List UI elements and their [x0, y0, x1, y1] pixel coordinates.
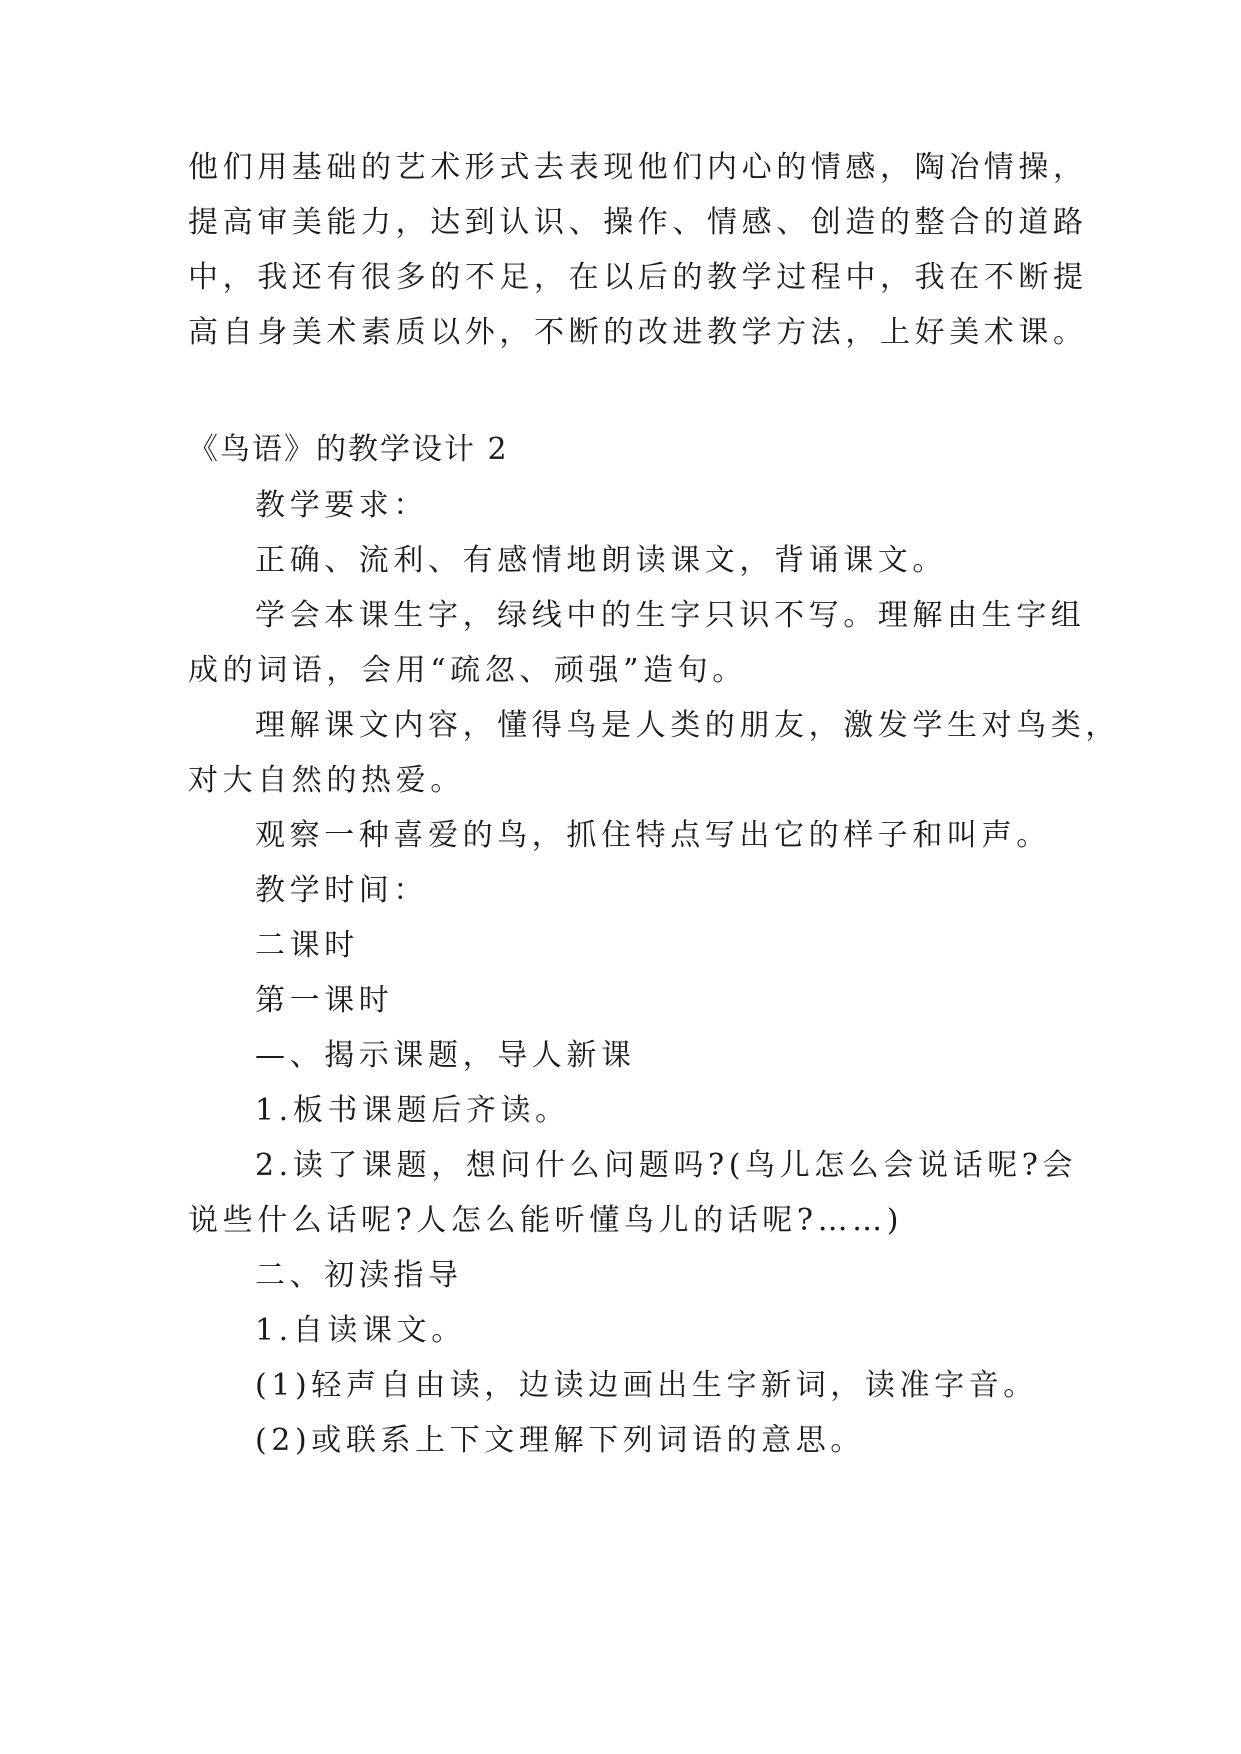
step-1-item-2-line-1: 2.读了课题，想问什么问题吗?(鸟儿怎么会说话呢?会: [255, 1148, 1078, 1183]
requirements-heading: 教学要求：: [255, 488, 428, 523]
intro-line-1: 他们用基础的艺术形式去表现他们内心的情感，陶冶情操，: [188, 150, 1088, 185]
step-1-heading: —、揭示课题，导人新课: [255, 1038, 636, 1073]
section-title: 《鸟语》的教学设计 2: [188, 432, 509, 467]
teaching-time-value: 二课时: [255, 928, 359, 963]
intro-line-2: 提高审美能力，达到认识、操作、情感、创造的整合的道路: [188, 205, 1088, 240]
requirement-4: 观察一种喜爱的鸟，抓住特点写出它的样子和叫声。: [255, 818, 1051, 853]
step-2-heading: 二、初渎指导: [255, 1258, 463, 1293]
teaching-time-heading: 教学时间：: [255, 873, 428, 908]
requirement-1: 正确、流利、有感情地朗读课文，背诵课文。: [255, 543, 947, 578]
requirement-2-line-2: 成的词语，会用“疏忽、顽强”造句。: [188, 653, 747, 688]
requirement-2-line-1: 学会本课生字，绿线中的生字只识不写。理解由生字组: [255, 598, 1086, 633]
intro-line-3: 中，我还有很多的不足，在以后的教学过程中，我在不断提: [188, 260, 1088, 295]
requirement-3-line-1: 理解课文内容，懂得鸟是人类的朋友，激发学生对鸟类，: [255, 708, 1120, 743]
step-1-item-1: 1.板书课题后齐读。: [255, 1093, 570, 1128]
step-2-item-1: 1.自读课文。: [255, 1313, 466, 1348]
requirement-3-line-2: 对大自然的热爱。: [188, 763, 465, 798]
intro-line-4: 高自身美术素质以外，不断的改进教学方法，上好美术课。: [188, 315, 1088, 350]
lesson-one-heading: 第一课时: [255, 983, 394, 1018]
step-2-item-1a: (1)轻声自由读，边读边画出生字新词，读准字音。: [255, 1368, 1038, 1403]
step-2-item-1b: (2)或联系上下文理解下列词语的意思。: [255, 1423, 865, 1458]
step-1-item-2-line-2: 说些什么话呢?人怎么能听懂鸟儿的话呢?……): [188, 1203, 904, 1238]
